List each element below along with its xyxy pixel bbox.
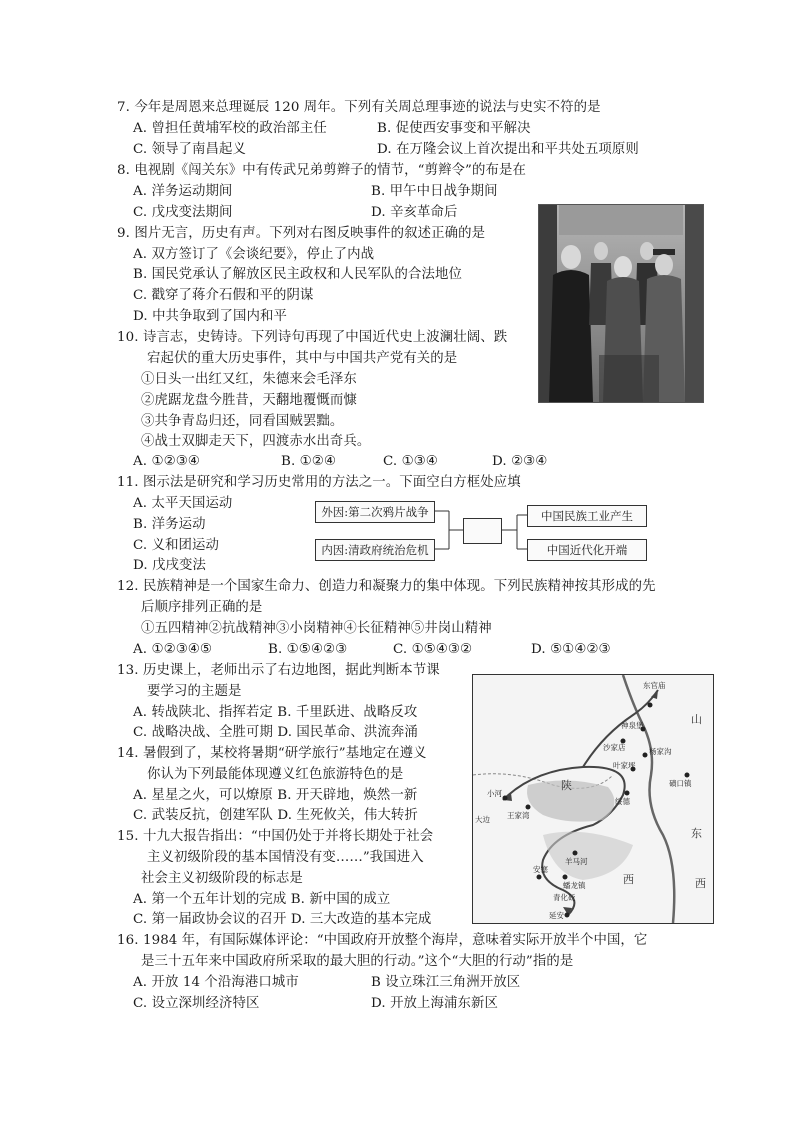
q12-option-d: D. ⑤①④②③: [531, 642, 611, 657]
northern-shaanxi-map: [472, 674, 714, 924]
q7-option-b: B. 促使西安事变和平解决: [377, 121, 531, 136]
q9-option-d: D. 中共争取到了国内和平: [133, 309, 287, 324]
q8-option-b: B. 甲午中日战争期间: [371, 184, 498, 199]
diagram-result-1-box: 中国民族工业产生: [527, 505, 647, 527]
q14-stem-line1: 14. 暑假到了，某校将暑期“研学旅行”基地定在遵义: [117, 746, 427, 761]
map-label-yangmahe: 羊马河: [565, 857, 588, 866]
q13-stem-line2: 要学习的主题是: [147, 684, 242, 699]
q12-option-b: B. ①⑤④②③: [268, 642, 348, 657]
q10-poem-1: ①日头一出红又红，朱德来会毛泽东: [141, 372, 357, 387]
q8-option-c: C. 戊戌变法期间: [133, 205, 233, 220]
q11-option-a: A. 太平天国运动: [133, 496, 233, 511]
q16-stem-line2: 是三十五年来中国政府所采取的最大胆的行动。”这个“大胆的行动”指的是: [141, 954, 574, 969]
q11-option-b: B. 洋务运动: [133, 517, 206, 532]
q12-stem-line2: 后顺序排列正确的是: [141, 600, 263, 615]
q11-stem: 11. 图示法是研究和学习历史常用的方法之一。下面空白方框处应填: [117, 475, 521, 490]
q13-options-ab: A. 转战陕北、指挥若定 B. 千里跃进、战略反攻: [133, 705, 418, 720]
diagram-outer-cause-box: 外因:第二次鸦片战争: [315, 501, 435, 523]
q16-option-a: A. 开放 14 个沿海港口城市: [133, 975, 299, 990]
q10-poem-4: ④战士双脚走天下，四渡赤水出奇兵。: [141, 434, 371, 449]
map-label-qinghua: 青化砭: [553, 893, 576, 902]
q10-option-b: B. ①②④: [281, 454, 336, 469]
map-label-yanan: 延安: [549, 911, 564, 920]
q11-option-d: D. 戊戌变法: [133, 558, 207, 573]
q10-option-c: C. ①③④: [383, 454, 438, 469]
diagram-inner-cause-box: 内因:清政府统治危机: [315, 539, 435, 561]
diagram-result-2-box: 中国近代化开端: [527, 539, 647, 561]
q7-stem: 7. 今年是周恩来总理诞辰 120 周年。下列有关周总理事迹的说法与史实不符的是: [117, 100, 601, 115]
diagram-blank-box: [463, 518, 502, 544]
map-label-dabian: 大边: [475, 815, 490, 824]
map-label-dong: 东: [691, 827, 702, 840]
historical-photo: [538, 204, 704, 403]
q10-poem-3: ③共争青岛归还，同看国贼罢黜。: [141, 414, 344, 429]
q14-options-cd: C. 武装反抗，创建军队 D. 生死攸关，伟大转折: [133, 808, 418, 823]
q12-items: ①五四精神②抗战精神③小岗精神④长征精神⑤井岗山精神: [141, 621, 492, 636]
q12-stem-line1: 12. 民族精神是一个国家生命力、创造力和凝聚力的集中体现。下列民族精神按其形成的先: [117, 579, 656, 594]
map-label-panlong: 蟠龙镇: [563, 881, 586, 890]
q15-options-cd: C. 第一届政协会议的召开 D. 三大改造的基本完成: [133, 912, 432, 927]
q9-stem: 9. 图片无言，历史有声。下列对右图反映事件的叙述正确的是: [117, 226, 486, 241]
map-label-yejiaping: 叶家坪: [613, 761, 636, 770]
q10-stem-line2: 宕起伏的重大历史事件，其中与中国共产党有关的是: [147, 351, 458, 366]
map-label-xi: 西: [623, 873, 634, 886]
q8-option-d: D. 辛亥革命后: [371, 205, 458, 220]
map-label-shenquanbao: 神泉堡: [621, 721, 644, 730]
q7-option-c: C. 领导了南昌起义: [133, 142, 247, 157]
map-label-xi2: 西: [695, 877, 706, 890]
q11-option-c: C. 义和团运动: [133, 538, 220, 553]
q7-option-d: D. 在万隆会议上首次提出和平共处五项原则: [377, 142, 639, 157]
photo-figures-icon: [539, 205, 703, 402]
q14-options-ab: A. 星星之火，可以燎原 B. 开天辟地，焕然一新: [133, 788, 418, 803]
q8-stem: 8. 电视剧《闯关东》中有传武兄弟剪辫子的情节，“剪辫令”的布是在: [117, 163, 526, 178]
q13-stem-line1: 13. 历史课上，老师出示了右边地图，据此判断本节课: [117, 663, 440, 678]
q16-option-d: D. 开放上海浦东新区: [371, 996, 498, 1011]
q16-option-b: B 设立珠江三角洲开放区: [371, 975, 521, 990]
map-label-dongguanmiao: 东官庙: [643, 681, 666, 690]
q16-option-c: C. 设立深圳经济特区: [133, 996, 260, 1011]
q15-stem-line1: 15. 十九大报告指出：“中国仍处于并将长期处于社会: [117, 829, 434, 844]
q9-option-a: A. 双方签订了《会谈纪要》，停止了内战: [133, 247, 375, 262]
q9-option-c: C. 戳穿了蒋介石假和平的阴谋: [133, 288, 314, 303]
map-label-ansai: 安塞: [533, 865, 548, 874]
map-label-wangjiawan: 王家湾: [507, 811, 530, 820]
q10-option-a: A. ①②③④: [133, 454, 200, 469]
map-label-yangjiagou: 杨家沟: [649, 747, 672, 756]
q10-poem-2: ②虎踞龙盘今胜昔，天翻地覆慨而慷: [141, 393, 357, 408]
map-label-zhaigou: 磧口镇: [669, 779, 692, 788]
q16-stem-line1: 16. 1984 年，有国际媒体评论：“中国政府开放整个海岸，意味着实际开放半个中国，它: [117, 933, 648, 948]
map-label-xiaohe: 小河: [487, 789, 502, 798]
q15-stem-line3: 社会主义初级阶段的标志是: [141, 871, 303, 886]
q12-option-c: C. ①⑤④③②: [393, 642, 473, 657]
q15-stem-line2: 主义初级阶段的基本国情没有变……”我国进入: [147, 850, 424, 865]
q7-option-a: A. 曾担任黄埔军校的政治部主任: [133, 121, 327, 136]
q12-option-a: A. ①②③④⑤: [133, 642, 213, 657]
q13-options-cd: C. 战略决战、全胜可期 D. 国民革命、洪流奔涌: [133, 725, 418, 740]
q8-option-a: A. 洋务运动期间: [133, 184, 233, 199]
q11-diagram: [313, 499, 652, 571]
q10-option-d: D. ②③④: [492, 454, 548, 469]
map-label-suide: 绥德: [615, 797, 630, 806]
map-label-shan2: 陕: [561, 779, 572, 792]
map-label-shajiadian: 沙家店: [603, 743, 626, 752]
map-routes-icon: [473, 675, 713, 923]
map-label-shan: 山: [691, 713, 702, 726]
q15-options-ab: A. 第一个五年计划的完成 B. 新中国的成立: [133, 892, 391, 907]
q14-stem-line2: 你认为下列最能体现遵义红色旅游特色的是: [147, 767, 404, 782]
q9-option-b: B. 国民党承认了解放区民主政权和人民军队的合法地位: [133, 267, 462, 282]
q10-stem-line1: 10. 诗言志，史铸诗。下列诗句再现了中国近代史上波澜壮阔、跌: [117, 330, 508, 345]
